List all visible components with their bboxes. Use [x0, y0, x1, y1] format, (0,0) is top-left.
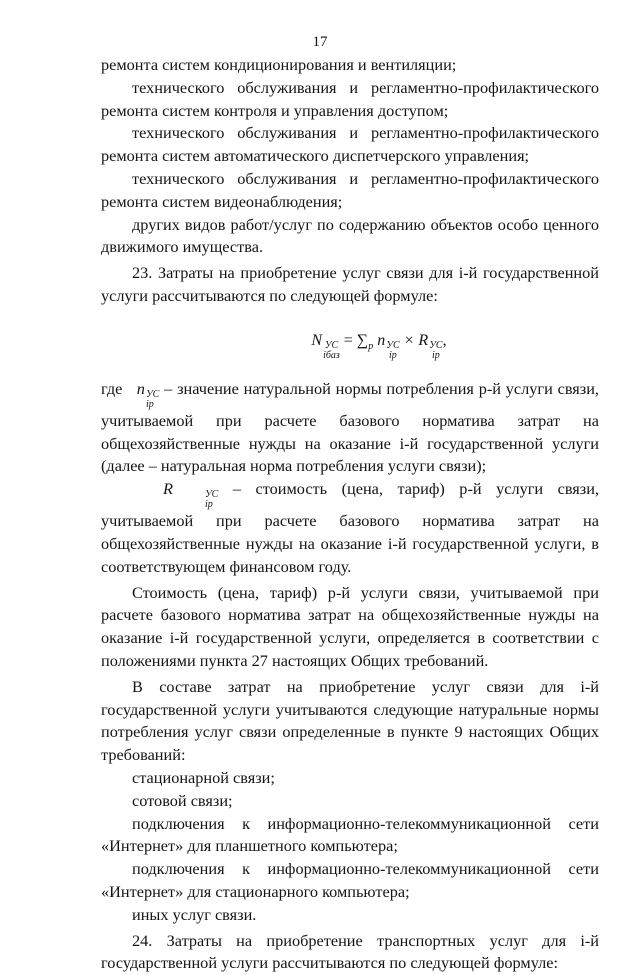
- paragraph-natural-norms: В составе затрат на приобретение услуг связи для i-й государственной услуги учитываются следующие натуральные нормы потребления услуг связи определенные в пункте 9 настоящих Общих требований:: [101, 676, 599, 767]
- formula-equals-sum: = ∑: [340, 332, 368, 349]
- formula-n: n: [373, 332, 385, 349]
- list-item-cellular: сотовой связи;: [101, 790, 599, 813]
- def-n-sub: ip: [146, 400, 159, 410]
- formula-n-sup: УС: [386, 341, 399, 351]
- def-r-scripts: [174, 490, 218, 510]
- formula-r-sup: УС: [429, 341, 442, 351]
- list-item-internet-tablet: подключения к информационно-телекоммуникационной сети «Интернет» для планшетного компьютера;: [101, 813, 599, 859]
- formula-sum-index: p: [368, 341, 373, 352]
- paragraph-video-surveillance: технического обслуживания и регламентно-профилактического ремонта систем видеонаблюдения;: [101, 168, 599, 214]
- def-n-text: – значение натуральной нормы потребления р-й услуги связи, учитываемой при расчете базового норматива затрат на общехозяйственные нужды на оказание i-й государственной услуги (далее – натуральная норма потребления услуги связи);: [101, 379, 599, 476]
- def-n-symbol: n: [137, 378, 145, 401]
- paragraph-cost-determination: Стоимость (цена, тариф) р-й услуги связи, учитываемой при расчете базового норматива затрат на общехозяйственные нужды на оказание i-й государственной услуги, определяется в соответствии с положениями пункта 27 настоящих Общих требований.: [101, 582, 599, 673]
- paragraph-continuation: ремонта систем кондиционирования и вентиляции;: [101, 54, 599, 77]
- def-r-symbol: R: [132, 478, 173, 501]
- formula-communication-costs: [159, 328, 599, 354]
- def-n-sup: УС: [146, 390, 159, 400]
- paragraph-access-control: технического обслуживания и регламентно-профилактического ремонта систем контроля и управления доступом;: [101, 77, 599, 123]
- formula-n-scripts: [386, 341, 399, 361]
- page-number: 17: [0, 34, 640, 51]
- paragraph-item-23: 23. Затраты на приобретение услуг связи для i-й государственной услуги рассчитываются по следующей формуле:: [101, 262, 599, 308]
- def-n-scripts: [146, 390, 159, 410]
- def-r-sup: УС: [174, 490, 218, 500]
- formula-lhs-scripts: [323, 341, 340, 361]
- body-text: [101, 54, 599, 975]
- where-label: где: [101, 379, 122, 398]
- def-r-sub: ip: [174, 500, 218, 510]
- list-item-stationary: стационарной связи;: [101, 767, 599, 790]
- def-r-text: – стоимость (цена, тариф) р-й услуги связи, учитываемой при расчете базового норматива затрат на общехозяйственные нужды на оказание i-й государственной услуги, в соответствующем финансовом году.: [101, 479, 599, 576]
- list-item-internet-desktop: подключения к информационно-телекоммуникационной сети «Интернет» для стационарного компьютера;: [101, 858, 599, 904]
- paragraph-dispatch-control: технического обслуживания и регламентно-профилактического ремонта систем автоматического диспетчерского управления;: [101, 122, 599, 168]
- definition-n: [101, 378, 599, 478]
- paragraph-other-works: других видов работ/услуг по содержанию объектов особо ценного движимого имущества.: [101, 214, 599, 260]
- formula-n-sub: ip: [386, 351, 399, 361]
- formula-end: ,: [443, 332, 447, 349]
- formula-r-scripts: [429, 341, 442, 361]
- paragraph-item-24: 24. Затраты на приобретение транспортных услуг для i-й государственной услуги рассчитываются по следующей формуле:: [101, 930, 599, 975]
- definition-r: [101, 478, 599, 578]
- formula-lhs: N: [311, 332, 322, 349]
- formula-times-r: × R: [400, 332, 429, 349]
- formula-r-sub: ip: [429, 351, 442, 361]
- list-item-other: иных услуг связи.: [101, 904, 599, 927]
- formula-lhs-sub: iбаз: [323, 351, 340, 361]
- formula-lhs-sup: УС: [323, 341, 340, 351]
